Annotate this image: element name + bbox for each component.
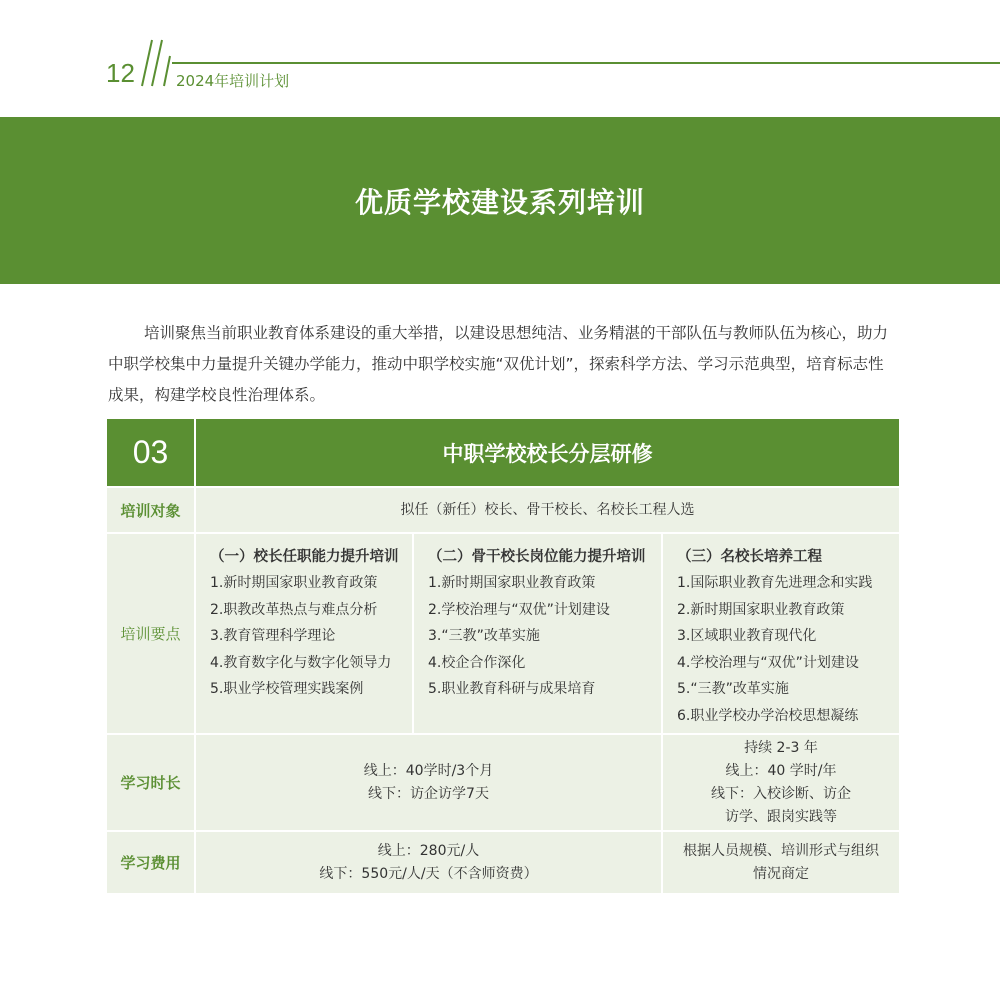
list-item: 3.区域职业教育现代化 bbox=[677, 628, 817, 644]
duration-side-line: 访学、跟岗实践等 bbox=[725, 808, 837, 825]
list-item: 1.国际职业教育先进理念和实践 bbox=[677, 575, 873, 591]
duration-side bbox=[663, 735, 899, 830]
fee-side-line: 情况商定 bbox=[753, 865, 809, 882]
fee-side bbox=[663, 832, 899, 893]
fee-offline: 线下：550元/人/天（不含师资费） bbox=[319, 865, 538, 882]
list-item: 4.教育数字化与数字化领导力 bbox=[210, 654, 392, 671]
column-heading: （三）名校长培养工程 bbox=[677, 549, 822, 565]
target-value: 拟任（新任）校长、骨干校长、名校长工程人选 bbox=[196, 488, 899, 532]
list-item: 5.职业学校管理实践案例 bbox=[210, 681, 364, 697]
list-item: 6.职业学校办学治校思想凝练 bbox=[677, 707, 859, 724]
intro-paragraph: 培训聚焦当前职业教育体系建设的重大举措，以建设思想纯洁、业务精湛的干部队伍与教师队伍为核心，助力中职学校集中力量提升关键办学能力，推动中职学校实施“双优计划”，探索科学方法、学习示范典型，培育标志性成果，构建学校良性治理体系。 bbox=[108, 324, 889, 404]
list-item: 3.“三教”改革实施 bbox=[428, 628, 540, 644]
list-item: 4.校企合作深化 bbox=[428, 654, 526, 671]
list-item: 3.教育管理科学理论 bbox=[210, 628, 336, 644]
header-subtitle: 2024年培训计划 bbox=[176, 72, 290, 90]
slash-decoration-icon bbox=[138, 36, 174, 90]
duration-main bbox=[196, 735, 661, 830]
list-item: 1.新时期国家职业教育政策 bbox=[210, 575, 378, 591]
points-label: 培训要点 bbox=[107, 534, 194, 733]
fee-main bbox=[196, 832, 661, 893]
list-item: 4.学校治理与“双优”计划建设 bbox=[677, 654, 859, 671]
duration-side-line: 持续 2-3 年 bbox=[744, 739, 818, 756]
list-item: 5.“三教”改革实施 bbox=[677, 681, 789, 697]
page-number: 12 bbox=[106, 58, 135, 88]
course-table bbox=[107, 419, 895, 891]
duration-side-line: 线下：入校诊断、访企 bbox=[711, 785, 851, 802]
header-divider bbox=[172, 62, 1000, 64]
title-banner bbox=[0, 117, 1000, 284]
target-label: 培训对象 bbox=[107, 488, 194, 532]
duration-online: 线上：40学时/3个月 bbox=[363, 762, 494, 779]
fee-online: 线上：280元/人 bbox=[377, 842, 480, 859]
fee-side-line: 根据人员规模、培训形式与组织 bbox=[683, 842, 879, 859]
column-heading: （一）校长任职能力提升培训 bbox=[210, 549, 399, 565]
duration-label: 学习时长 bbox=[107, 735, 194, 830]
list-item: 1.新时期国家职业教育政策 bbox=[428, 575, 596, 591]
points-column-2 bbox=[414, 534, 661, 733]
duration-side-line: 线上：40 学时/年 bbox=[725, 762, 837, 779]
list-item: 5.职业教育科研与成果培育 bbox=[428, 681, 596, 697]
points-column-1 bbox=[196, 534, 412, 733]
course-title: 中职学校校长分层研修 bbox=[196, 419, 899, 486]
banner-title: 优质学校建设系列培训 bbox=[354, 185, 645, 219]
points-column-3 bbox=[663, 534, 899, 733]
course-number: 03 bbox=[107, 419, 194, 486]
duration-offline: 线下：访企访学7天 bbox=[368, 785, 489, 802]
list-item: 2.新时期国家职业教育政策 bbox=[677, 601, 845, 618]
fee-label: 学习费用 bbox=[107, 832, 194, 893]
list-item: 2.学校治理与“双优”计划建设 bbox=[428, 601, 610, 618]
column-heading: （二）骨干校长岗位能力提升培训 bbox=[428, 549, 646, 565]
list-item: 2.职教改革热点与难点分析 bbox=[210, 601, 378, 618]
